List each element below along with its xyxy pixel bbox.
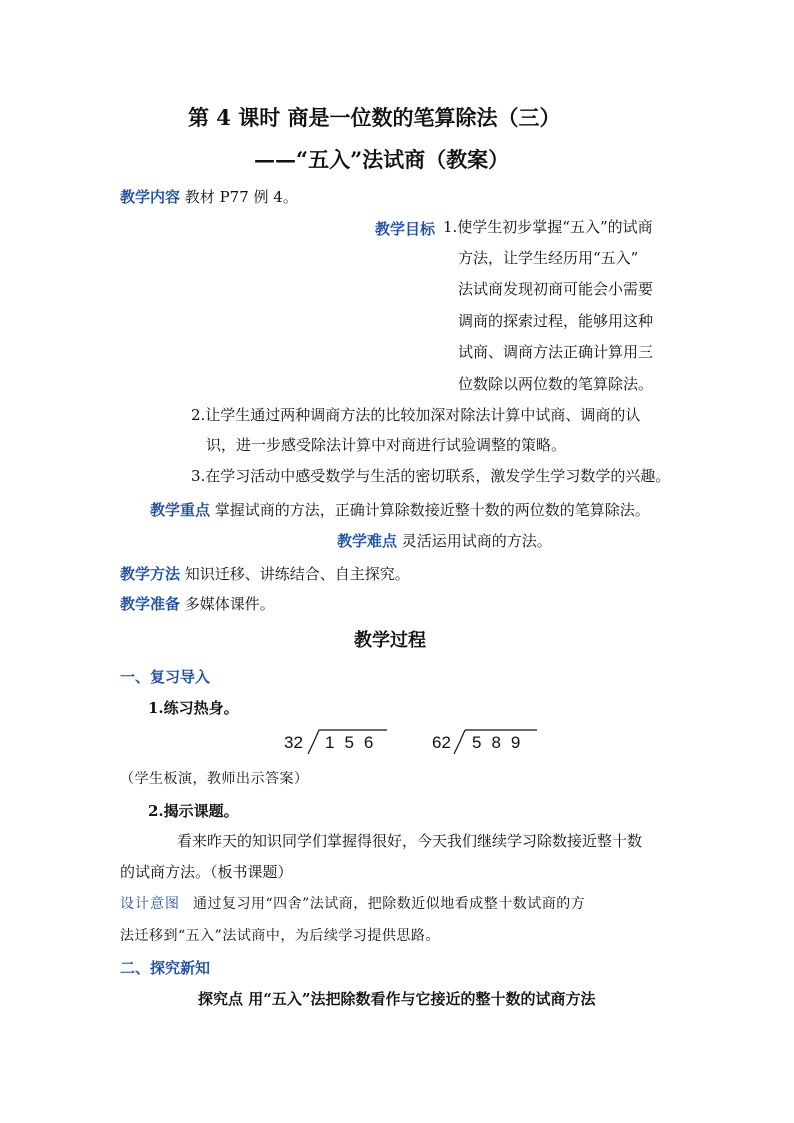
dividend-1: 156 xyxy=(325,733,384,752)
dividend-2: 589 xyxy=(472,733,531,752)
teaching-preparation xyxy=(120,593,275,614)
teaching-difficulty-label: 教学难点 xyxy=(337,532,398,550)
section-1-item-2: 2.揭示课题。 xyxy=(148,802,239,820)
goal-1-line-5: 试商、调商方法正确计算用三 xyxy=(458,343,654,361)
teaching-content xyxy=(120,186,298,207)
goal-1-line-6: 位数除以两位数的笔算除法。 xyxy=(458,375,654,393)
design-intent-label: 设计意图 xyxy=(120,896,180,912)
design-intent-line-2: 法迁移到“五入”法试商中，为后续学习提供思路。 xyxy=(120,928,440,944)
teaching-method-label: 教学方法 xyxy=(120,565,181,583)
divisor-2: 62 xyxy=(432,733,451,752)
section-1-paragraph-line-2: 的试商方法。（板书课题） xyxy=(120,863,293,881)
title-line-2: ——“五入”法试商（教案） xyxy=(254,147,510,172)
teaching-key-label: 教学重点 xyxy=(150,501,211,519)
title-line-1: 第 4 课时 商是一位数的笔算除法（三） xyxy=(188,105,561,130)
teaching-difficulty-text: 灵活运用试商的方法。 xyxy=(401,532,552,550)
teaching-content-label: 教学内容 xyxy=(120,188,181,206)
teaching-prep-text: 多媒体课件。 xyxy=(184,595,275,613)
teaching-goals-label: 教学目标 xyxy=(375,220,436,238)
process-title: 教学过程 xyxy=(354,630,426,651)
goal-1-line-4: 调商的探索过程，能够用这种 xyxy=(458,312,654,330)
teaching-key-points xyxy=(150,499,650,520)
goal-3: 3.在学习活动中感受数学与生活的密切联系，激发学生学习数学的兴趣。 xyxy=(191,467,671,485)
division-problem-2 xyxy=(432,728,542,758)
divisor-1: 32 xyxy=(284,733,303,752)
section-1-heading: 一、复习导入 xyxy=(120,668,211,686)
design-intent-line-1 xyxy=(120,893,585,913)
teaching-method xyxy=(120,563,410,584)
section-1-paragraph-line-1: 看来昨天的知识同学们掌握得很好，今天我们继续学习除数接近整十数 xyxy=(177,832,643,850)
goal-2-line-2: 识，进一步感受除法计算中对商进行试验调整的策略。 xyxy=(206,436,567,454)
goal-1-line-2: 方法，让学生经历用“五入” xyxy=(458,249,639,267)
goal-1-line-1: 1.使学生初步掌握“五入”的试商 xyxy=(443,218,653,236)
exploration-point: 探究点 用“五入”法把除数看作与它接近的整十数的试商方法 xyxy=(198,990,596,1008)
division-problem-1 xyxy=(284,728,394,758)
goal-1-line-3: 法试商发现初商可能会小需要 xyxy=(458,280,654,298)
teaching-content-text: 教材 P77 例 4。 xyxy=(184,188,298,206)
goal-2-line-1: 2.让学生通过两种调商方法的比较加深对除法计算中试商、调商的认 xyxy=(191,406,641,424)
design-intent-text-1: 通过复习用“四舍”法试商，把除数近似地看成整十数试商的方 xyxy=(192,896,586,912)
section-2-heading: 二、探究新知 xyxy=(120,959,211,977)
teaching-method-text: 知识迁移、讲练结合、自主探究。 xyxy=(184,565,410,583)
teaching-difficulty xyxy=(337,530,552,551)
teaching-prep-label: 教学准备 xyxy=(120,595,181,613)
teaching-key-text: 掌握试商的方法，正确计算除数接近整十数的两位数的笔算除法。 xyxy=(214,501,650,519)
section-1-note: （学生板演，教师出示答案） xyxy=(120,771,309,787)
section-1-item-1: 1.练习热身。 xyxy=(148,699,239,717)
